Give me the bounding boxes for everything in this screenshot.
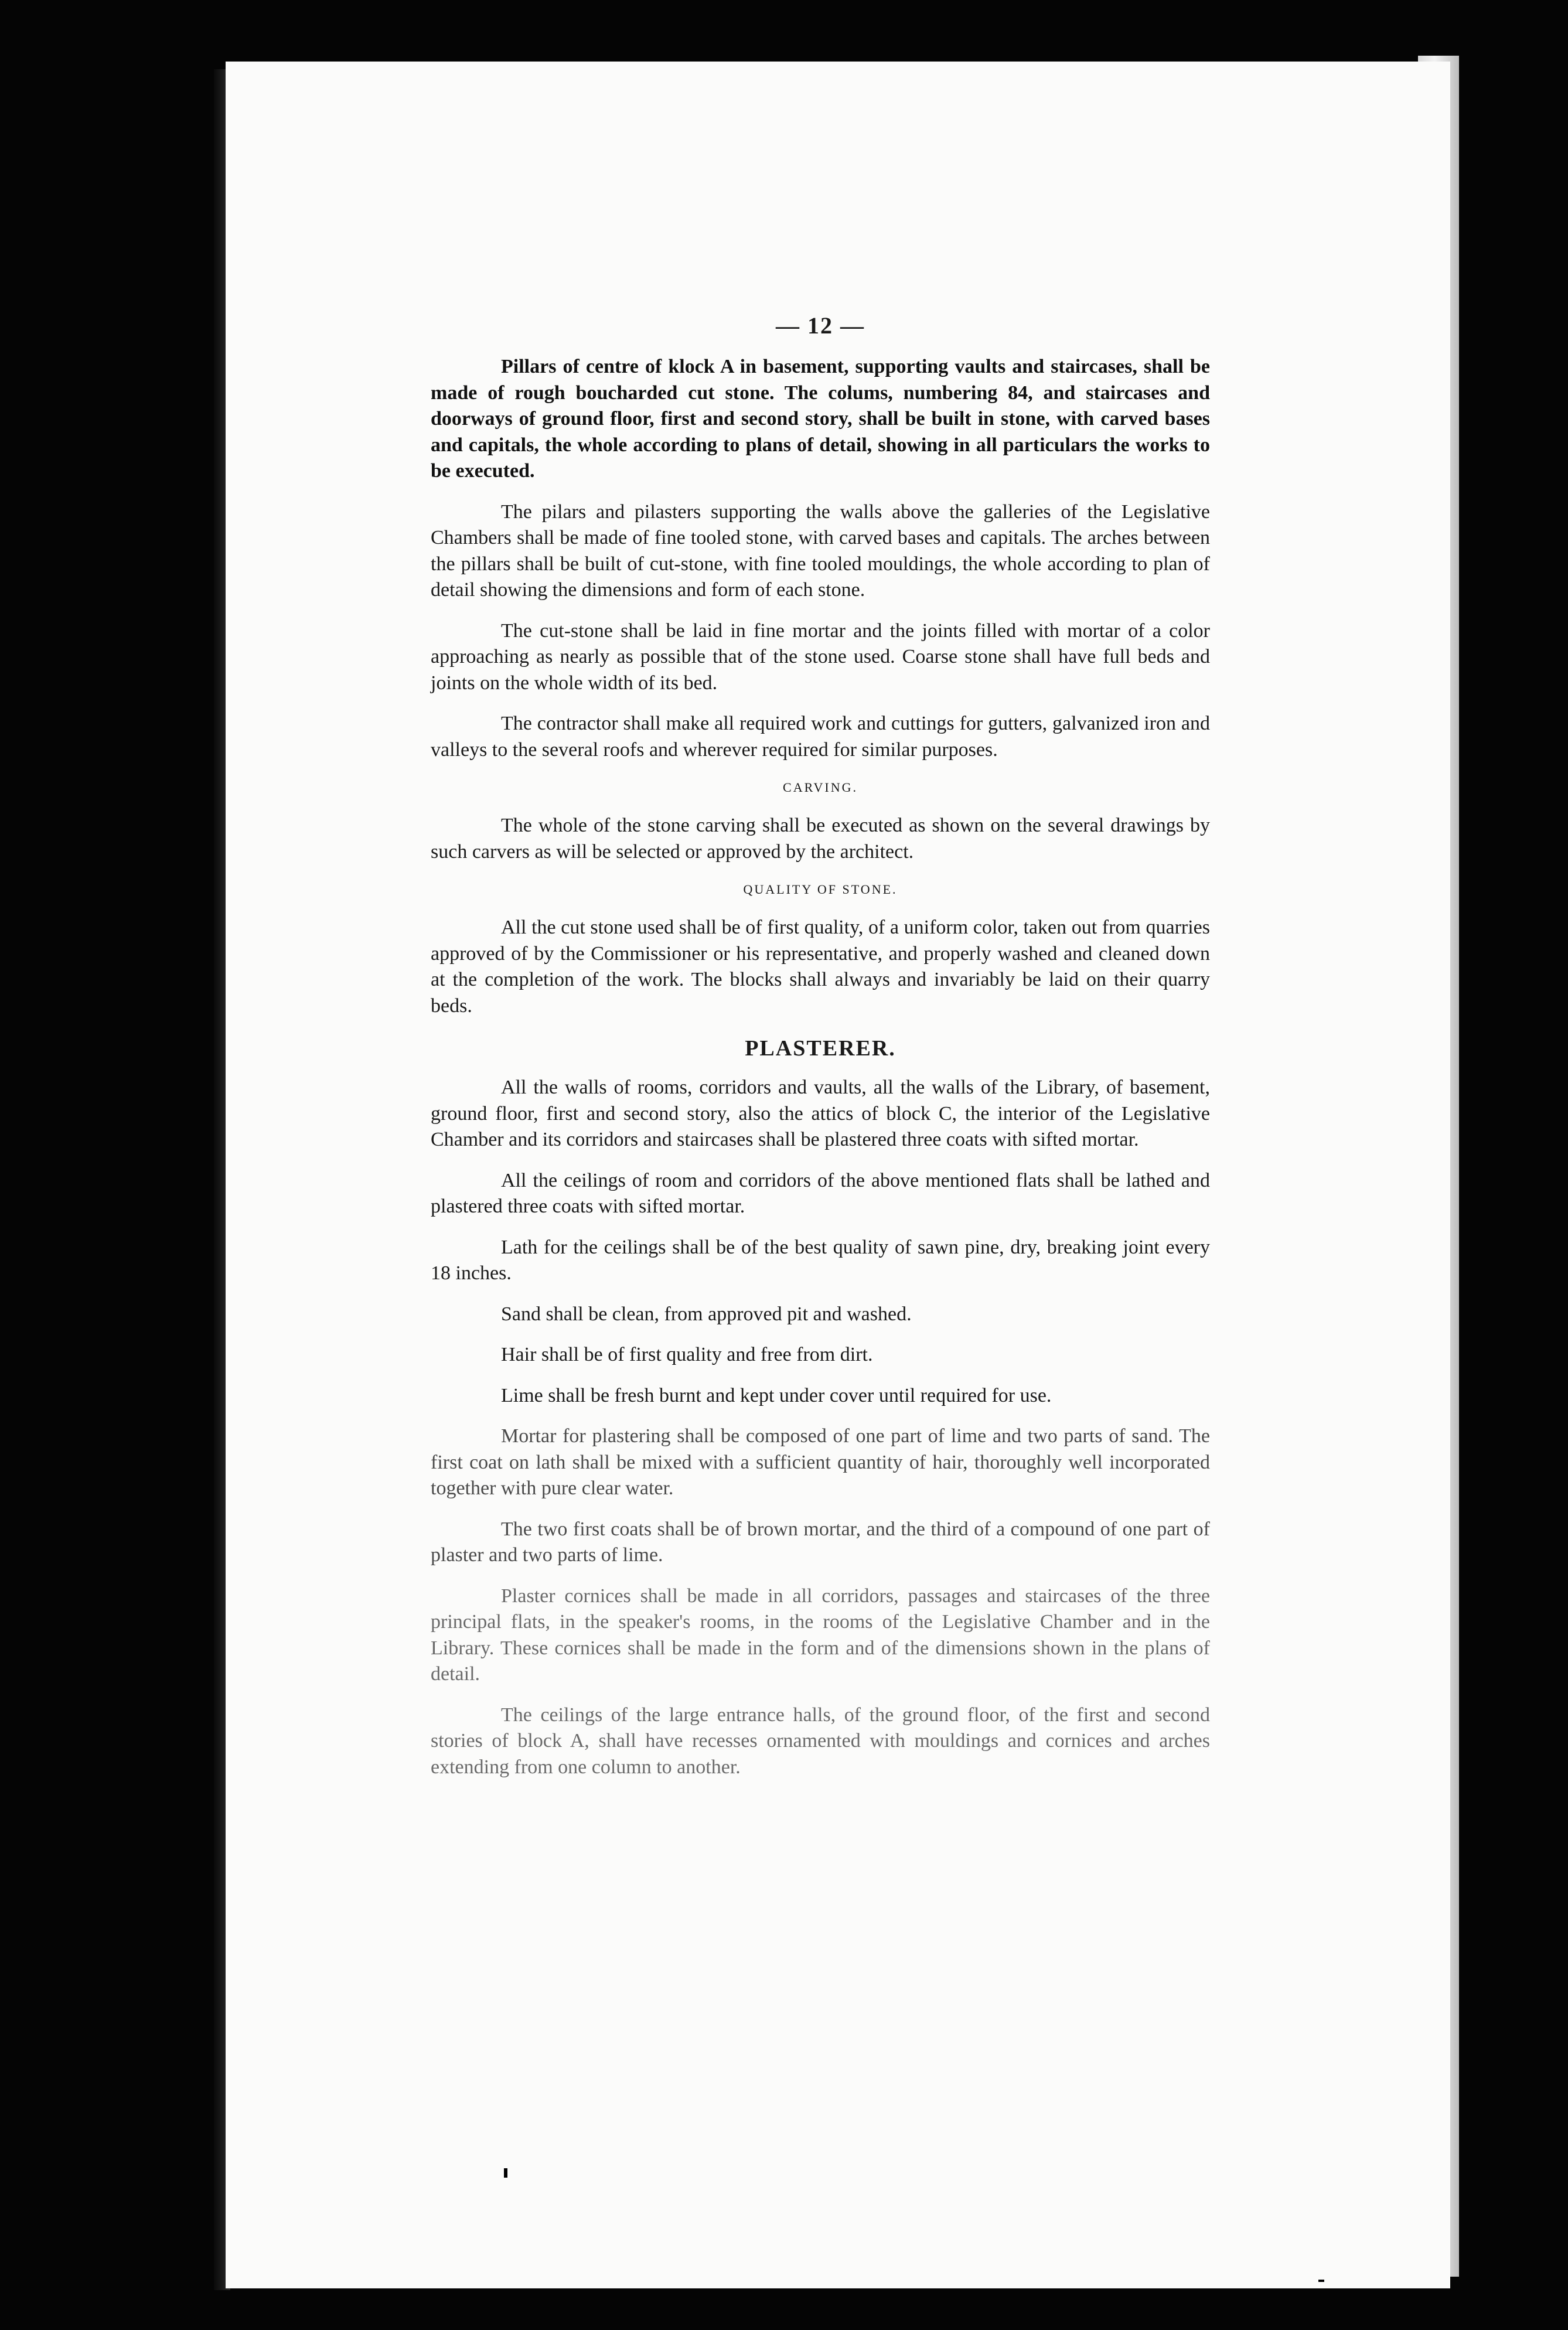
paragraph-quality: All the cut stone used shall be of first quality, of a uniform color, taken out from quarries approved of by the Commissioner or his representative, and properly washed and cleaned down at the completion of the work. The blocks shall always and invariably be laid on their quarry beds. [431, 917, 1210, 1017]
page-number: — 12 — [776, 312, 865, 339]
heading-carving: CARVING. [783, 780, 858, 795]
paragraph-pilasters: The pilars and pilasters supporting the walls above the galleries of the Legislative Chambers shall be made of fine tooled stone, with carved bases and capitals. The arches between the pillars shall be built of cut-stone, with fine tooled mouldings, the whole according to plan of detail showing the dimensions and form of each stone. [431, 500, 1210, 601]
paragraph-cornices: Plaster cornices shall be made in all corridors, passages and staircases of the three principal flats, in the speaker's rooms, in the rooms of the Legislative Chamber and in the Library. These cornices shall be made in the form and of the dimensions shown in the plans of detail. [431, 1585, 1210, 1685]
paragraph-hair: Hair shall be of first quality and free from dirt. [501, 1344, 873, 1365]
text-column [431, 311, 1210, 1795]
paragraph-carving: The whole of the stone carving shall be executed as shown on the several drawings by such carvers as will be selected or approved by the architect. [431, 815, 1210, 863]
heading-plasterer: PLASTERER. [745, 1036, 896, 1061]
paragraph-walls: All the walls of rooms, corridors and vaults, all the walls of the Library, of basement, ground floor, first and second story, also the attics of block C, the interior of the Legislative Chamber and its corridors and staircases shall be plastered three coats with sifted mortar. [431, 1077, 1210, 1150]
heading-quality-of-stone: QUALITY OF STONE. [743, 882, 898, 897]
paragraph-ceilings: All the ceilings of room and corridors of the above mentioned flats shall be lathed and plastered three coats with sifted mortar. [431, 1169, 1210, 1217]
paragraph-cut-stone: The cut-stone shall be laid in fine mortar and the joints filled with mortar of a color approaching as nearly as possible that of the stone used. Coarse stone shall have full beds and joints on the whole width of its bed. [431, 619, 1210, 694]
paragraph-contractor: The contractor shall make all required work and cuttings for gutters, galvanized iron and valleys to the several roofs and wherever required for similar purposes. [431, 713, 1210, 761]
paragraph-mortar: Mortar for plastering shall be composed of one part of lime and two parts of sand. The first coat on lath shall be mixed with a sufficient quantity of hair, thoroughly well incorporated together with pure clear water. [431, 1425, 1210, 1499]
paragraph-pillars: Pillars of centre of klock A in basement, supporting vaults and staircases, shall be made of rough boucharded cut stone. The colums, numbering 84, and staircases and doorways of ground floor, first and second story, shall be built in stone, with carved bases and capitals, the whole according to plans of detail, showing in all particulars the works to be executed. [431, 356, 1210, 482]
paragraph-sand: Sand shall be clean, from approved pit and washed. [501, 1303, 912, 1325]
paragraph-entrance-halls: The ceilings of the large entrance halls, of the ground floor, of the first and second stories of block A, shall have recesses ornamented with mouldings and cornices and arches extending from one column to another. [431, 1704, 1210, 1778]
scan-speck [504, 2168, 507, 2178]
paragraph-lath: Lath for the ceilings shall be of the best quality of sawn pine, dry, breaking joint every 18 inches. [431, 1236, 1210, 1284]
paragraph-lime: Lime shall be fresh burnt and kept under cover until required for use. [501, 1384, 1052, 1406]
paragraph-coats: The two first coats shall be of brown mortar, and the third of a compound of one part of plaster and two parts of lime. [431, 1518, 1210, 1566]
scan-speck [1318, 2280, 1324, 2282]
